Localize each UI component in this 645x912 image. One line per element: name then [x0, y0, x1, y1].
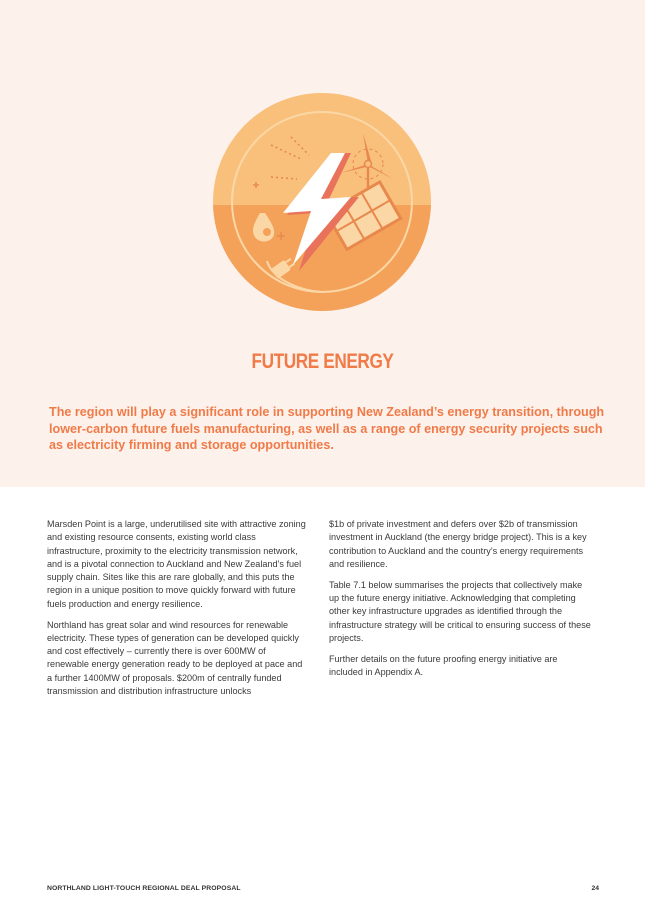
- body-paragraph: Table 7.1 below summarises the projects that collectively make up the future energy initiative. Acknowledging that completing other key infrastructure upgrades as identified through the infrastructure strategy will be critical to ensuring success of these projects.: [329, 579, 591, 643]
- body-paragraph: Marsden Point is a large, underutilised site with attractive zoning and existing resource consents, existing world class infrastructure, proximity to the electricity transmission network, and is a pivotal connection to Auckland and New Zealand’s fuel supply chain. Sites like this are rare globally, and this puts the region in a unique position to move quickly forward with future fuels production and energy resilience.: [47, 519, 306, 609]
- body-column-right: [329, 518, 591, 687]
- body-paragraph: $1b of private investment and defers over $2b of transmission investment in Auckland (the energy bridge project). This is a key contribution to Auckland and the country’s energy requirements and resilience.: [329, 519, 587, 569]
- footer-doc-title: NORTHLAND LIGHT-TOUCH REGIONAL DEAL PROPOSAL: [47, 885, 241, 892]
- future-energy-emblem-icon: [213, 93, 431, 311]
- body-paragraph: Further details on the future proofing energy initiative are included in Appendix A.: [329, 653, 558, 677]
- page-number: 24: [591, 885, 599, 892]
- intro-paragraph: The region will play a significant role in supporting New Zealand’s energy transition, through lower-carbon future fuels manufacturing, as well as a range of energy security projects such as electricity firming and storage opportunities.: [49, 405, 605, 452]
- body-column-left: [47, 518, 309, 706]
- body-paragraph: Northland has great solar and wind resources for renewable electricity. These types of generation can be developed quickly and cost effectively – currently there is over 600MW of renewable energy generation ready to be deployed at pace and a further 1400MW of proposals. $200m of centrally funded transmission and distribution infrastructure unlocks: [47, 619, 303, 697]
- section-title: FUTURE ENERGY: [251, 350, 394, 373]
